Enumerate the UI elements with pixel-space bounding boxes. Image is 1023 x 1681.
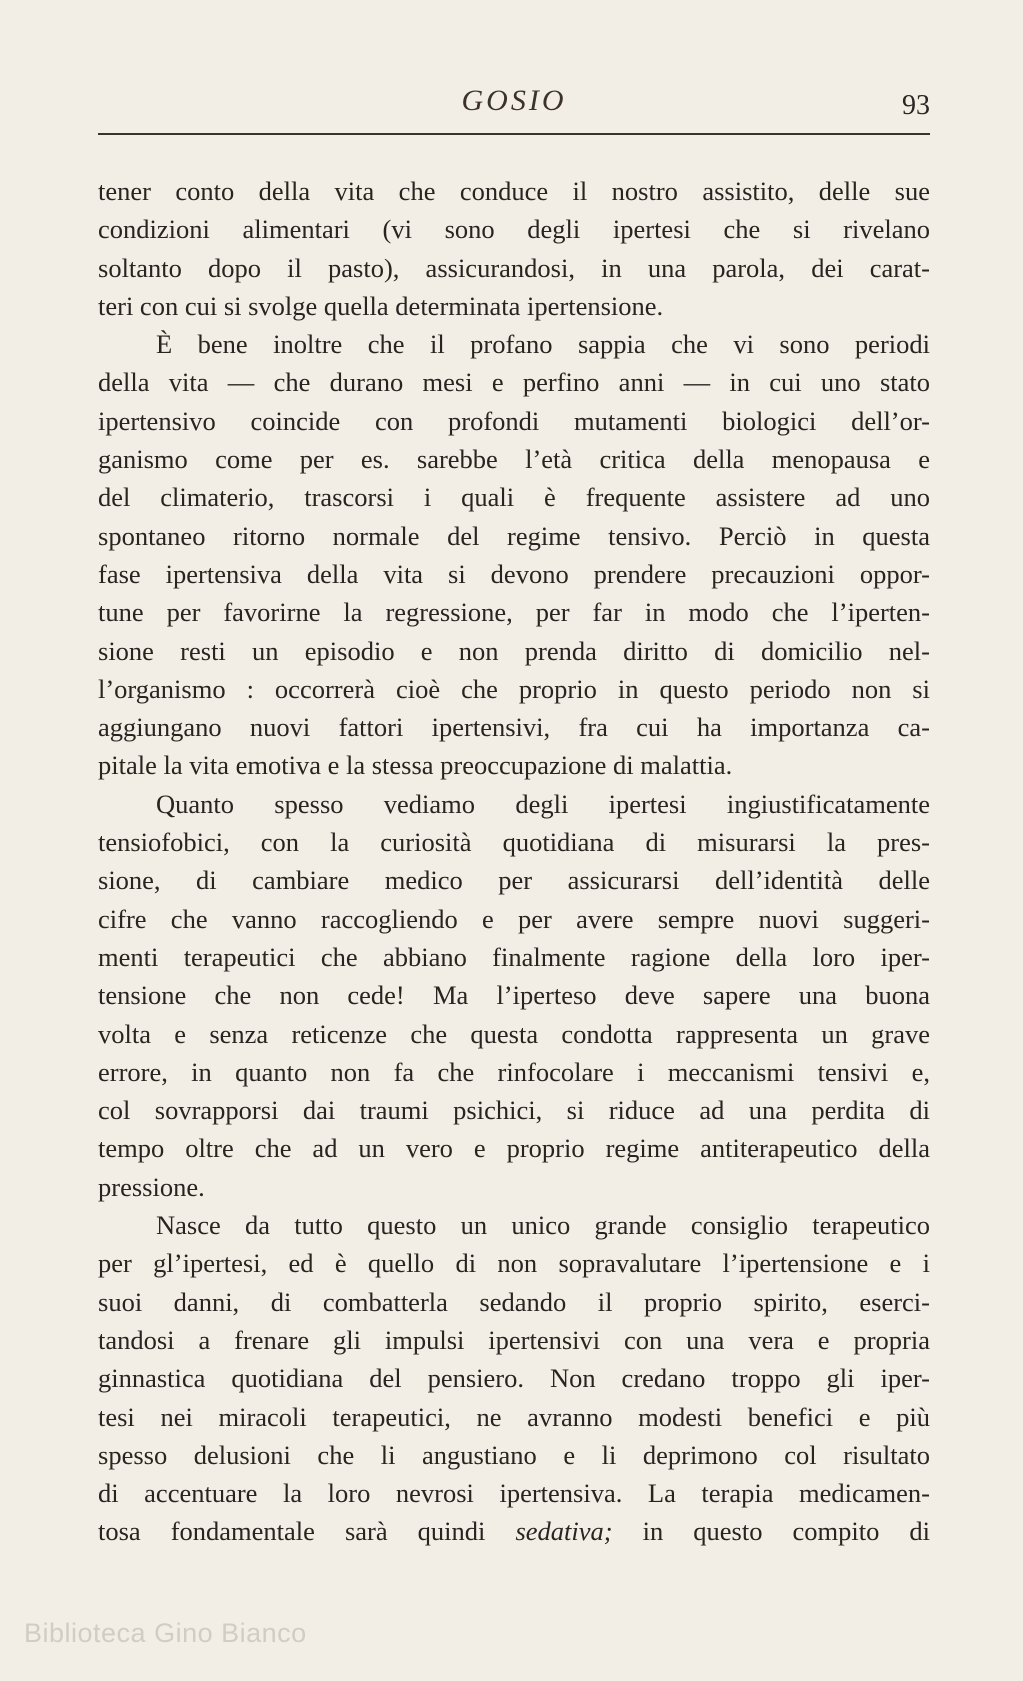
text-line: della vita — che durano mesi e perfino anni — in cui uno stato: [98, 367, 930, 398]
running-title: GOSIO: [461, 84, 567, 117]
text-line: sione resti un episodio e non prenda diritto di domicilio nel-: [98, 635, 930, 666]
text-line: sione, di cambiare medico per assicurarsi dell’identità delle: [98, 865, 930, 896]
text-line: errore, in quanto non fa che rinfocolare i meccanismi tensivi e,: [98, 1056, 930, 1087]
text-line: col sovrapporsi dai traumi psichici, si riduce ad una perdita di: [98, 1095, 930, 1126]
body-text: [98, 172, 930, 1551]
text-line: pressione.: [98, 1171, 205, 1202]
text-line: di accentuare la loro nevrosi ipertensiva. La terapia medicamen-: [98, 1478, 930, 1509]
text-line: aggiungano nuovi fattori ipertensivi, fra cui ha importanza ca-: [98, 712, 930, 743]
text-line: condizioni alimentari (vi sono degli ipertesi che si rivelano: [98, 214, 930, 245]
final-line-start: tosa fondamentale sarà quindi: [98, 1516, 486, 1547]
text-line: Nasce da tutto questo un unico grande consiglio terapeutico: [156, 1210, 930, 1241]
text-line: volta e senza reticenze che questa condotta rappresenta un grave: [98, 1018, 930, 1049]
text-line: tune per favorirne la regressione, per far in modo che l’iperten-: [98, 597, 930, 628]
text-line: spontaneo ritorno normale del regime tensivo. Perciò in questa: [98, 520, 930, 551]
text-line: teri con cui si svolge quella determinata ipertensione.: [98, 290, 664, 321]
text-line: ginnastica quotidiana del pensiero. Non credano troppo gli iper-: [98, 1363, 930, 1394]
final-line-end: in questo compito di: [642, 1516, 931, 1547]
final-text-line: [98, 1512, 930, 1550]
text-line: del climaterio, trascorsi i quali è frequente assistere ad uno: [98, 482, 930, 513]
text-line: cifre che vanno raccogliendo e per avere sempre nuovi suggeri-: [98, 903, 930, 934]
text-line: soltanto dopo il pasto), assicurandosi, in una parola, dei carat-: [98, 252, 930, 283]
text-line: l’organismo : occorrerà cioè che proprio in questo periodo non si: [98, 673, 930, 704]
text-line: per gl’ipertesi, ed è quello di non sopravalutare l’ipertensione e i: [98, 1248, 930, 1279]
text-line: suoi danni, di combatterla sedando il proprio spirito, eserci-: [98, 1286, 930, 1317]
text-line: tensione che non cede! Ma l’iperteso deve sapere una buona: [98, 980, 930, 1011]
text-line: ipertensivo coincide con profondi mutamenti biologici dell’or-: [98, 405, 930, 436]
page-number: 93: [902, 90, 930, 121]
emphasized-word: sedativa;: [515, 1516, 613, 1547]
text-line: fase ipertensiva della vita si devono prendere precauzioni oppor-: [98, 558, 930, 589]
text-line: È bene inoltre che il profano sappia che vi sono periodi: [156, 329, 930, 360]
library-watermark: Biblioteca Gino Bianco: [24, 1618, 307, 1648]
text-line: menti terapeutici che abbiano finalmente ragione della loro iper-: [98, 941, 930, 972]
text-line: tener conto della vita che conduce il nostro assistito, delle sue: [98, 176, 930, 206]
text-line: tensiofobici, con la curiosità quotidiana di misurarsi la pres-: [98, 827, 930, 858]
text-line: spesso delusioni che li angustiano e li deprimono col risultato: [98, 1439, 930, 1470]
text-line: ganismo come per es. sarebbe l’età critica della menopausa e: [98, 444, 930, 475]
header-rule: [98, 133, 930, 135]
text-line: tempo oltre che ad un vero e proprio regime antiterapeutico della: [98, 1133, 930, 1164]
text-line: tandosi a frenare gli impulsi ipertensivi con una vera e propria: [98, 1324, 930, 1355]
text-line: pitale la vita emotiva e la stessa preoccupazione di malattia.: [98, 750, 733, 781]
running-header: [98, 78, 930, 128]
text-line: tesi nei miracoli terapeutici, ne avranno modesti benefici e più: [98, 1401, 930, 1432]
text-line: Quanto spesso vediamo degli ipertesi ingiustificatamente: [156, 788, 930, 819]
